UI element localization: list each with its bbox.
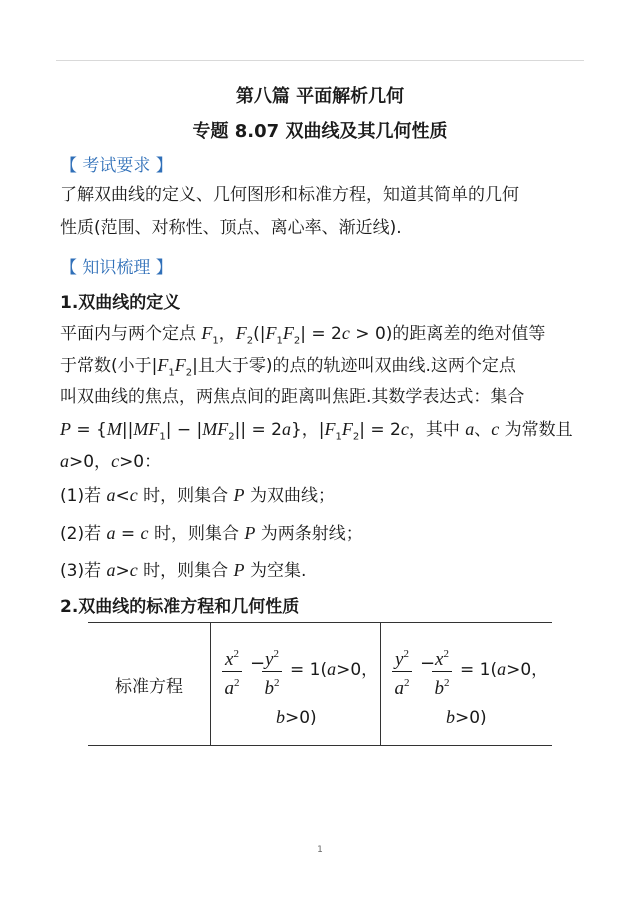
fraction-y2-a2: $\frac{y^2}{a^2}$ xyxy=(392,643,412,700)
minus-sign: − xyxy=(420,653,436,674)
definition-line-1: 平面内与两个定点 $F_1$，$F_2(|F_1F_2| = 2c > 0)$的距离差的绝对值等 xyxy=(60,323,546,347)
fraction-x2-a2: $\frac{x^2}{a^2}$ xyxy=(222,643,242,700)
case-1: (1)若 a<c 时，则集合 P 为双曲线； xyxy=(60,485,335,506)
case-2: (2)若 a = c 时，则集合 P 为两条射线； xyxy=(60,523,363,544)
minus-sign: − xyxy=(250,653,266,674)
equation-rhs: = 1(a>0， xyxy=(290,659,379,680)
row-label-standard-equation: 标准方程 xyxy=(88,623,211,745)
requirements-line-1: 了解双曲线的定义、几何图形和标准方程，知道其简单的几何 xyxy=(60,185,519,205)
page-number: 1 xyxy=(317,845,323,855)
equation-rhs: = 1(a>0， xyxy=(460,659,549,680)
condition-b: b>0) xyxy=(446,707,487,728)
definition-condition: a>0，c>0： xyxy=(60,451,162,472)
section-1-title: 1.双曲线的定义 xyxy=(60,293,181,313)
equation-cell-x-axis xyxy=(210,623,381,745)
fraction-x2-b2: $\frac{x^2}{b^2}$ xyxy=(432,643,452,700)
requirements-heading: 【 考试要求 】 xyxy=(60,156,173,176)
equation-cell-y-axis xyxy=(380,623,552,745)
header-rule xyxy=(56,60,584,61)
requirements-line-2: 性质(范围、对称性、顶点、离心率、渐近线). xyxy=(60,218,402,238)
definition-set-expression: $P = \{M||MF_1| - |MF_2|| = 2a\}$，$|F_1F_2| = 2c$，其中 a、c 为常数且 xyxy=(60,419,573,443)
section-2-title: 2.双曲线的标准方程和几何性质 xyxy=(60,597,300,617)
topic-title: 专题 8.07 双曲线及其几何性质 xyxy=(192,121,448,142)
knowledge-heading: 【 知识梳理 】 xyxy=(60,258,173,278)
condition-b: b>0) xyxy=(276,707,317,728)
fraction-y2-b2: $\frac{y^2}{b^2}$ xyxy=(262,643,282,700)
part-title: 第八篇 平面解析几何 xyxy=(235,86,405,107)
definition-line-3: 叫双曲线的焦点，两焦点间的距离叫焦距.其数学表达式：集合 xyxy=(60,387,525,407)
definition-line-2: 于常数(小于$|F_1F_2|$且大于零)的点的轨迹叫双曲线.这两个定点 xyxy=(60,355,516,379)
case-3: (3)若 a>c 时，则集合 P 为空集. xyxy=(60,560,307,581)
properties-table xyxy=(88,622,552,746)
